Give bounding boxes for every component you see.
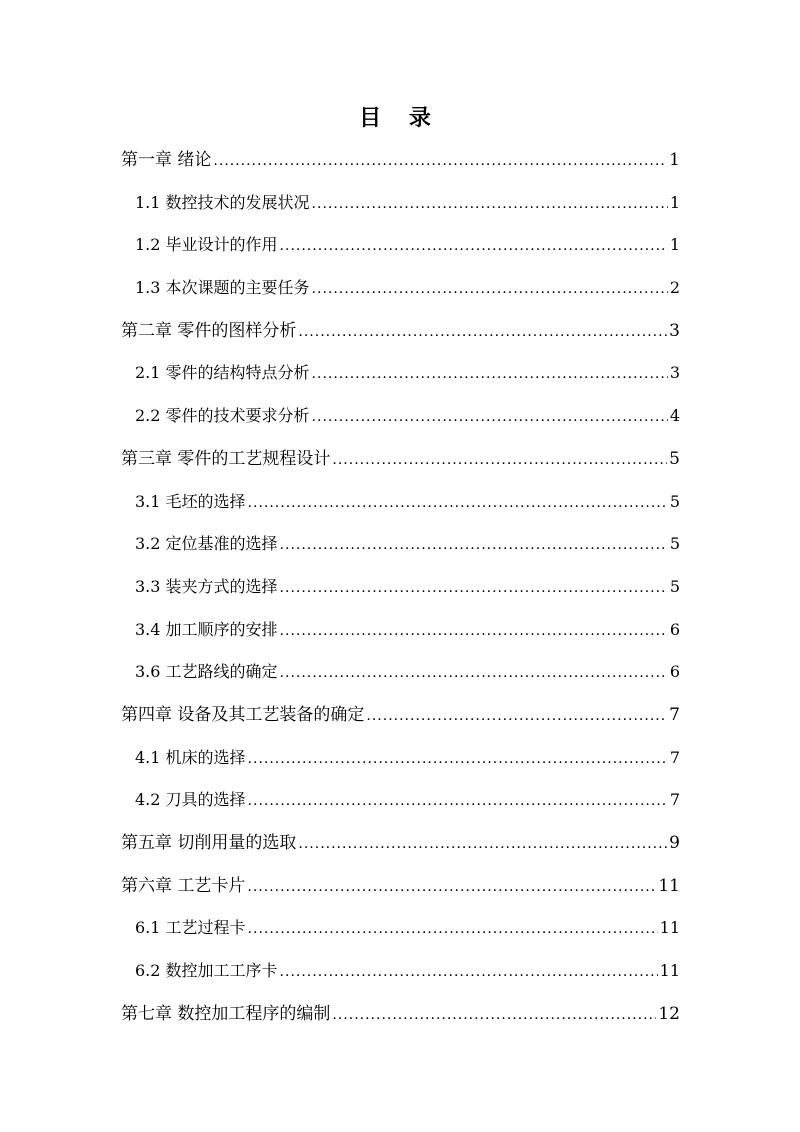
- toc-entry-page: 5: [669, 448, 680, 469]
- toc-leader-dots: [280, 652, 668, 695]
- toc-entry[interactable]: [121, 609, 680, 652]
- toc-entry-label: 1.1 数控技术的发展状况: [135, 192, 310, 212]
- toc-entry[interactable]: [121, 267, 680, 310]
- toc-leader-dots: [312, 183, 668, 226]
- toc-entry[interactable]: [121, 352, 680, 395]
- toc-entry-label: 第六章 工艺卡片: [121, 875, 246, 896]
- toc-entry[interactable]: [121, 779, 680, 822]
- toc-entry[interactable]: [121, 651, 680, 694]
- toc-leader-dots: [280, 951, 658, 994]
- toc-entry[interactable]: [121, 950, 680, 993]
- toc-entry[interactable]: [121, 139, 680, 182]
- toc-entry-label: 6.2 数控加工工序卡: [135, 961, 278, 981]
- toc-entry-label: 3.4 加工顺序的安排: [135, 619, 278, 639]
- toc-entry[interactable]: [121, 438, 680, 481]
- toc-leader-dots: [366, 695, 667, 738]
- toc-leader-dots: [332, 439, 667, 482]
- toc-leader-dots: [298, 823, 667, 866]
- toc-entry-page: 7: [669, 704, 680, 725]
- toc-entry[interactable]: [121, 310, 680, 353]
- toc-entry-page: 11: [658, 875, 680, 896]
- toc-entry-page: 3: [669, 363, 680, 383]
- toc-title: 目 录: [359, 105, 441, 131]
- toc-entry[interactable]: [121, 182, 680, 225]
- toc-leader-dots: [248, 738, 668, 781]
- toc-entry-page: 1: [669, 150, 680, 170]
- toc-leader-dots: [332, 994, 656, 1037]
- toc-entry[interactable]: [121, 395, 680, 438]
- toc-entry-label: 3.6 工艺路线的确定: [135, 662, 278, 682]
- toc-entry[interactable]: [121, 993, 680, 1036]
- toc-entry-page: 2: [669, 278, 680, 298]
- toc-entry-label: 6.1 工艺过程卡: [135, 918, 246, 938]
- toc-entry-page: 6: [669, 619, 680, 639]
- toc-entry-label: 2.2 零件的技术要求分析: [135, 406, 310, 426]
- toc-entry[interactable]: [121, 822, 680, 865]
- toc-entry[interactable]: [121, 523, 680, 566]
- toc-leader-dots: [280, 567, 668, 610]
- table-of-contents: [121, 139, 680, 1035]
- toc-leader-dots: [298, 311, 667, 354]
- toc-entry[interactable]: [121, 907, 680, 950]
- toc-entry-page: 4: [669, 406, 680, 426]
- toc-entry-label: 第四章 设备及其工艺装备的确定: [121, 704, 365, 725]
- toc-entry-label: 第二章 零件的图样分析: [121, 320, 297, 341]
- toc-entry-page: 5: [669, 534, 680, 554]
- toc-entry-label: 3.3 装夹方式的选择: [135, 576, 278, 596]
- toc-entry-label: 1.2 毕业设计的作用: [135, 235, 278, 255]
- toc-entry-label: 4.2 刀具的选择: [135, 790, 246, 810]
- toc-leader-dots: [312, 396, 668, 439]
- toc-entry-page: 11: [659, 961, 680, 981]
- toc-leader-dots: [248, 482, 668, 525]
- toc-entry[interactable]: [121, 481, 680, 524]
- toc-entry-page: 7: [669, 747, 680, 767]
- toc-leader-dots: [247, 866, 656, 909]
- toc-entry[interactable]: [121, 865, 680, 908]
- toc-leader-dots: [280, 524, 668, 567]
- toc-leader-dots: [280, 610, 668, 653]
- toc-entry-page: 9: [669, 833, 680, 853]
- toc-leader-dots: [312, 268, 668, 311]
- toc-leader-dots: [248, 908, 658, 951]
- toc-entry-label: 1.3 本次课题的主要任务: [135, 278, 310, 298]
- toc-entry[interactable]: [121, 566, 680, 609]
- toc-entry-page: 1: [669, 235, 680, 255]
- toc-entry[interactable]: [121, 224, 680, 267]
- toc-entry-page: 1: [669, 192, 680, 212]
- toc-entry-page: 11: [659, 918, 680, 938]
- toc-leader-dots: [312, 353, 668, 396]
- toc-leader-dots: [248, 780, 668, 823]
- toc-entry-page: 7: [669, 790, 680, 810]
- toc-entry[interactable]: [121, 737, 680, 780]
- toc-entry-page: 5: [669, 576, 680, 596]
- toc-entry-page: 3: [669, 320, 680, 341]
- toc-entry-label: 3.1 毛坯的选择: [135, 491, 246, 511]
- toc-entry-page: 6: [669, 662, 680, 682]
- toc-entry-page: 5: [669, 491, 680, 511]
- toc-entry-label: 第一章 绪论: [121, 150, 212, 170]
- toc-entry-label: 3.2 定位基准的选择: [135, 534, 278, 554]
- toc-entry-label: 第五章 切削用量的选取: [121, 833, 297, 853]
- toc-leader-dots: [280, 225, 668, 268]
- toc-entry-label: 2.1 零件的结构特点分析: [135, 363, 310, 383]
- toc-entry-label: 4.1 机床的选择: [135, 747, 246, 767]
- toc-leader-dots: [213, 140, 667, 183]
- toc-entry[interactable]: [121, 694, 680, 737]
- toc-entry-label: 第七章 数控加工程序的编制: [121, 1003, 331, 1024]
- toc-entry-label: 第三章 零件的工艺规程设计: [121, 448, 331, 469]
- toc-entry-page: 12: [658, 1003, 680, 1024]
